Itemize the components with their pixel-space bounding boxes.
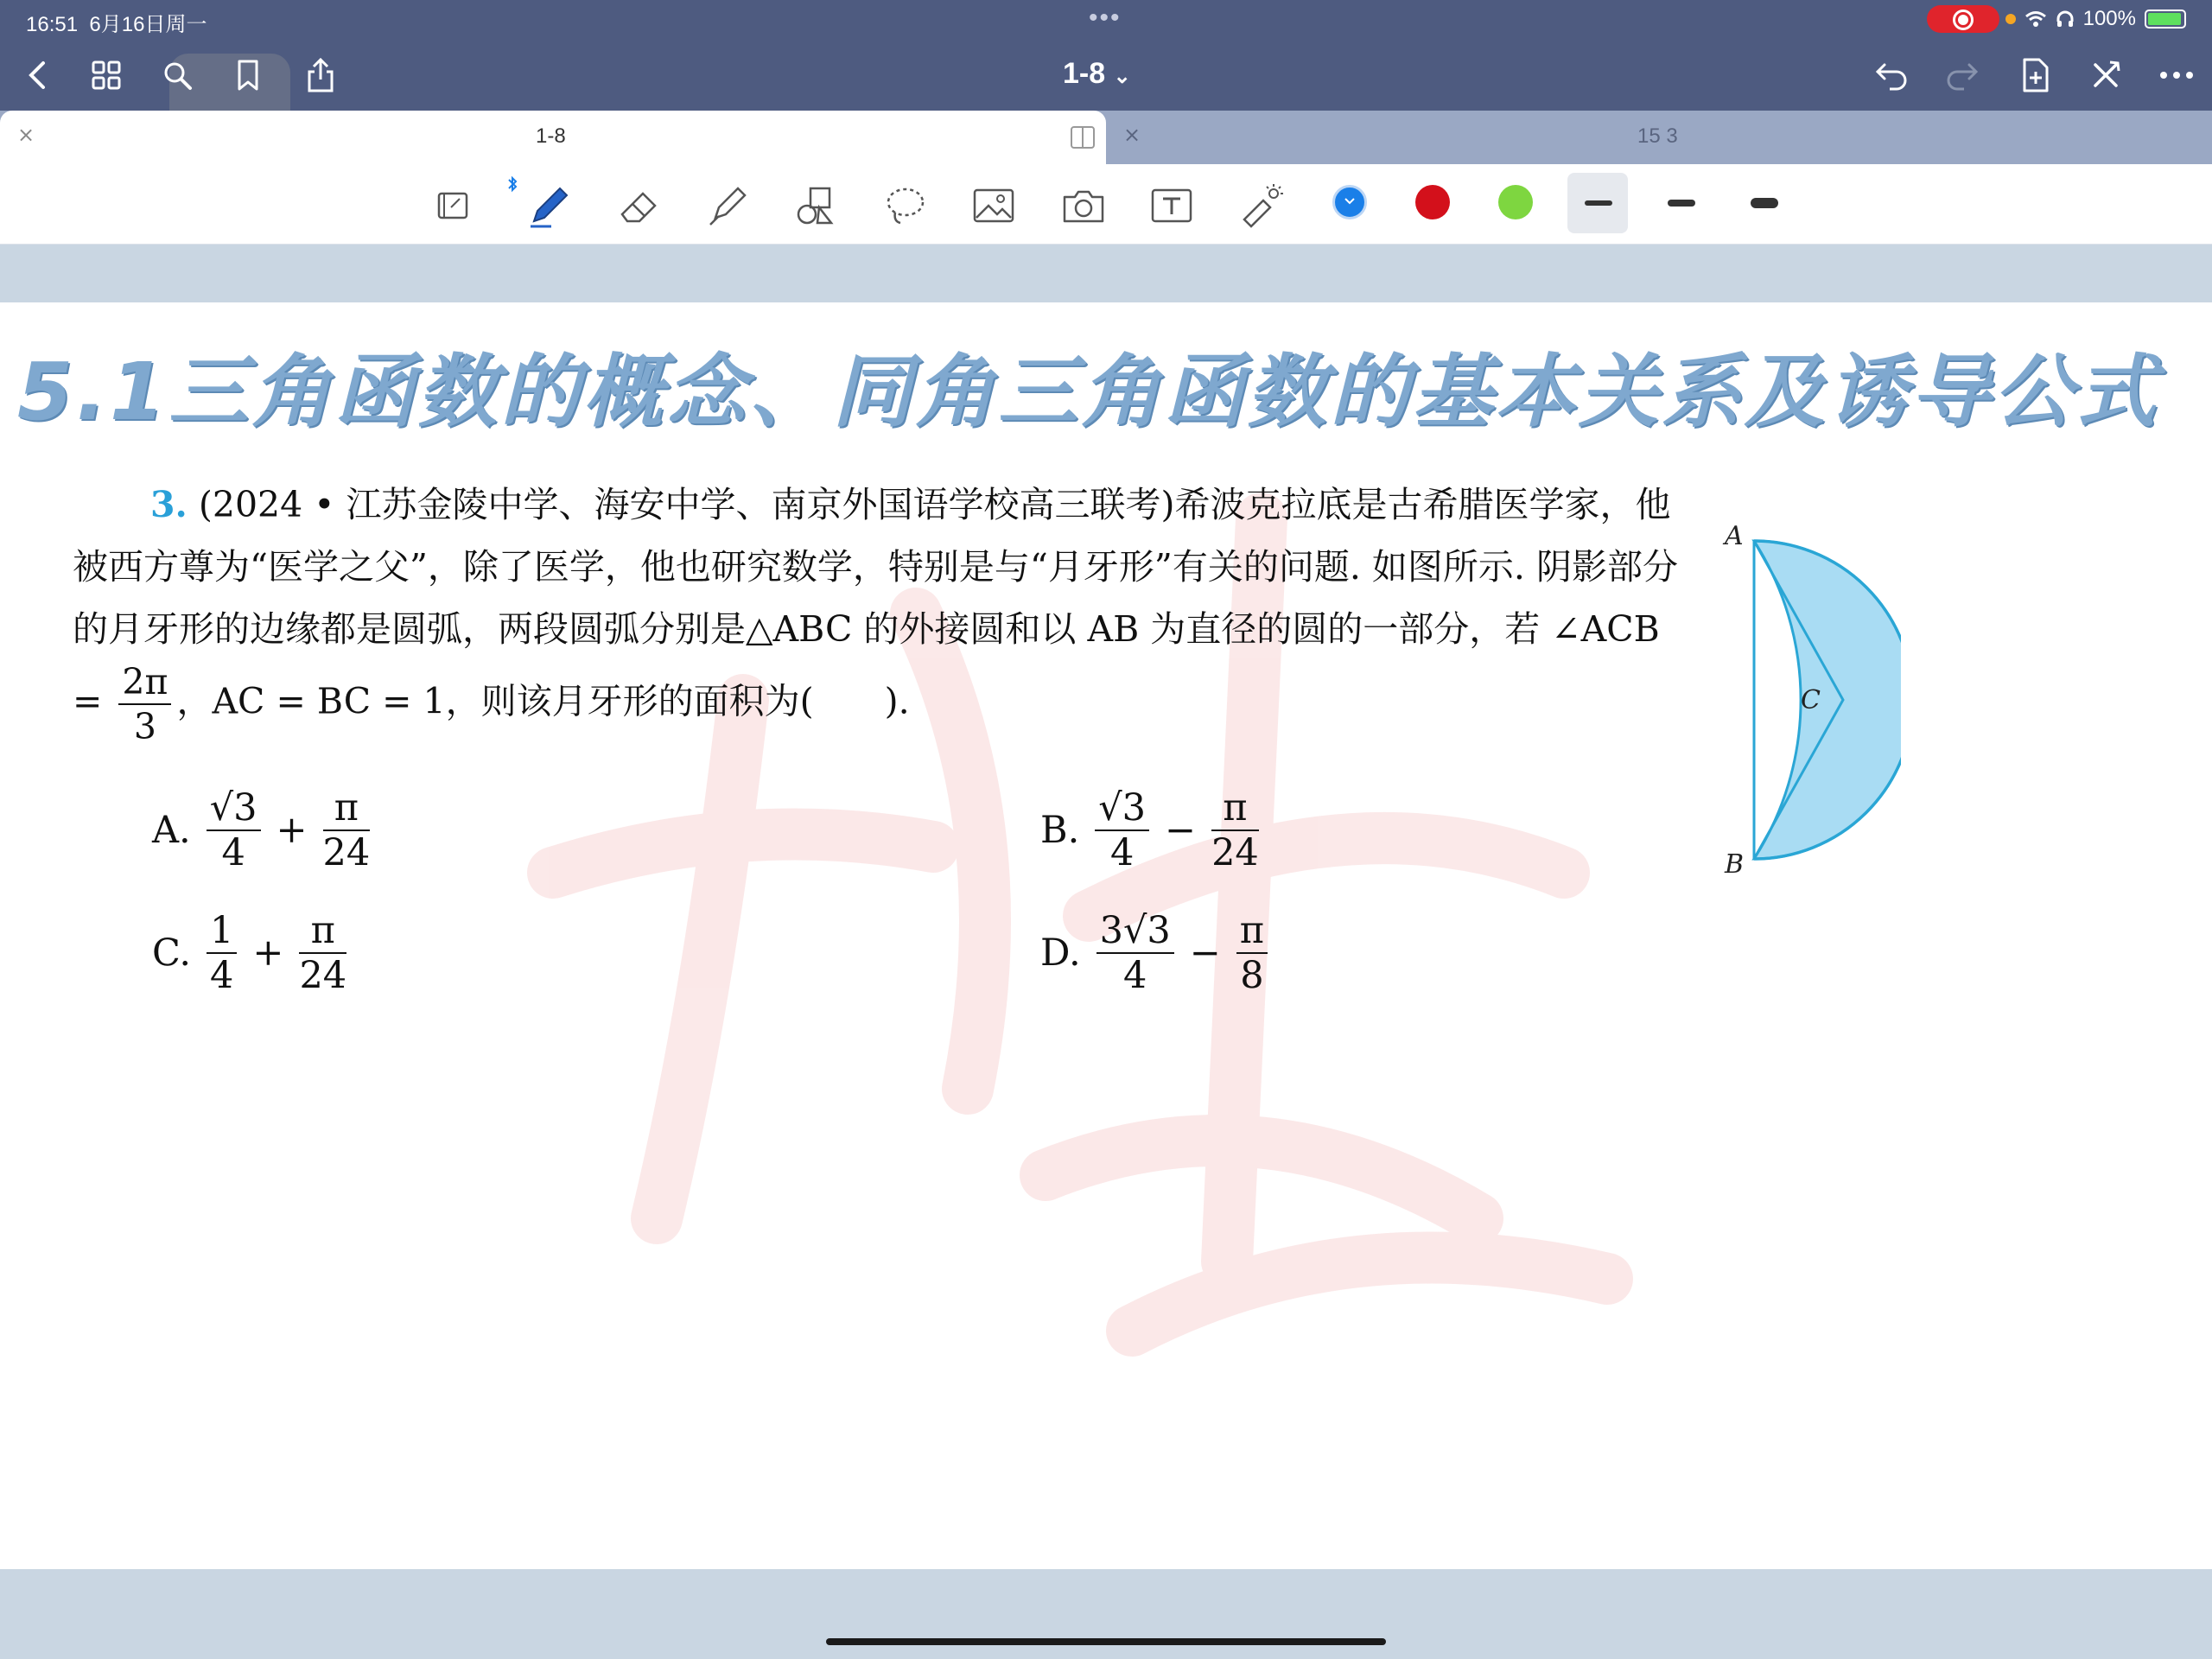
tab-label: 15 3 <box>1637 124 1678 148</box>
text-box-tool-icon[interactable] <box>1146 180 1198 232</box>
option-d[interactable]: D. $\frac{3√3}{4}$ − $\frac{\pi}{8}$ <box>1040 909 1273 997</box>
home-indicator[interactable] <box>826 1638 1386 1645</box>
add-page-icon[interactable] <box>2013 54 2056 97</box>
back-icon[interactable] <box>16 54 59 97</box>
question-body: 希波克拉底是古希腊医学家，他被西方尊为“医学之父”，除了医学，他也研究数学，特别是与“月牙形”有关的问题. 如图所示. 阴影部分的月牙形的边缘都是圆弧，两段圆弧分别是△ABC 的外接圆和以 AB 为直径的圆的一部分，若 ∠ACB = <box>73 484 1678 722</box>
color-red[interactable] <box>1415 185 1450 219</box>
lasso-tool-icon[interactable] <box>880 180 931 232</box>
shapes-tool-icon[interactable] <box>790 180 842 232</box>
page-tool-icon[interactable] <box>427 180 479 232</box>
option-c[interactable]: C. $\frac{1}{4}$ + $\frac{\pi}{24}$ <box>152 909 347 997</box>
stroke-thin-icon <box>1585 200 1612 206</box>
label-a: A <box>1725 521 1744 551</box>
search-icon[interactable] <box>156 54 199 97</box>
pen-tool-icon[interactable] <box>524 180 575 232</box>
grid-view-icon[interactable] <box>85 54 128 97</box>
mic-indicator-icon <box>2005 14 2016 24</box>
redo-icon[interactable] <box>1941 54 1984 97</box>
screen-recording-indicator[interactable] <box>1927 5 1999 33</box>
status-time: 16:51 6月16日周一 <box>26 13 207 36</box>
question-text <box>73 474 1688 748</box>
label-c: C <box>1801 685 1821 715</box>
label-b: B <box>1725 849 1745 880</box>
option-a[interactable]: A. $\frac{√3}{4}$ + $\frac{\pi}{24}$ <box>152 786 371 874</box>
option-b[interactable]: B. $\frac{√3}{4}$ − $\frac{\pi}{24}$ <box>1040 786 1259 874</box>
crescent-figure <box>1711 518 1901 881</box>
document-title-dropdown[interactable]: 1-8 ⌄ <box>1063 57 1131 90</box>
tab-close-icon[interactable]: × <box>1123 123 1141 147</box>
bluetooth-icon <box>506 175 518 194</box>
tab-bar <box>0 111 2212 164</box>
more-options-icon[interactable] <box>2155 54 2198 97</box>
stroke-medium[interactable] <box>1668 200 1695 207</box>
color-blue-selected[interactable] <box>1332 185 1367 219</box>
stroke-thick[interactable] <box>1751 198 1778 208</box>
multitasking-dots[interactable]: ••• <box>1089 3 1122 32</box>
status-bar <box>0 0 2212 38</box>
nav-bar <box>0 38 2212 112</box>
split-view-icon[interactable] <box>1070 124 1096 150</box>
battery-percentage: 100% <box>2082 7 2136 30</box>
laser-pointer-tool-icon[interactable] <box>1236 180 1287 232</box>
close-editing-icon[interactable] <box>2084 54 2127 97</box>
image-tool-icon[interactable] <box>968 180 1020 232</box>
question-source: (2024 • 江苏金陵中学、海安中学、南京外国语学校高三联考) <box>198 484 1175 525</box>
share-icon[interactable] <box>299 54 342 97</box>
camera-tool-icon[interactable] <box>1058 180 1109 232</box>
tab-close-icon[interactable]: × <box>17 123 35 147</box>
eraser-tool-icon[interactable] <box>613 180 665 232</box>
question-number: 3. <box>150 484 188 525</box>
undo-icon[interactable] <box>1870 54 1913 97</box>
angle-fraction: $\frac{2\pi}{3}$ <box>118 660 171 748</box>
headphones-icon <box>2056 10 2075 29</box>
status-right <box>2005 7 2186 31</box>
question-tail: ，AC = BC = 1，则该月牙形的面积为( ). <box>176 680 910 722</box>
color-green[interactable] <box>1498 185 1533 219</box>
battery-icon <box>2145 10 2186 29</box>
wifi-icon <box>2024 10 2047 28</box>
highlighter-tool-icon[interactable] <box>702 180 753 232</box>
tab-1-8[interactable] <box>0 111 1106 164</box>
tab-15-3[interactable] <box>1106 111 2212 164</box>
tab-label: 1-8 <box>536 124 566 148</box>
annotation-toolbar <box>0 164 2212 245</box>
bookmark-icon[interactable] <box>226 54 270 97</box>
page-heading: 5.1三角函数的概念、同角三角函数的基本关系及诱导公式 <box>17 346 2159 438</box>
